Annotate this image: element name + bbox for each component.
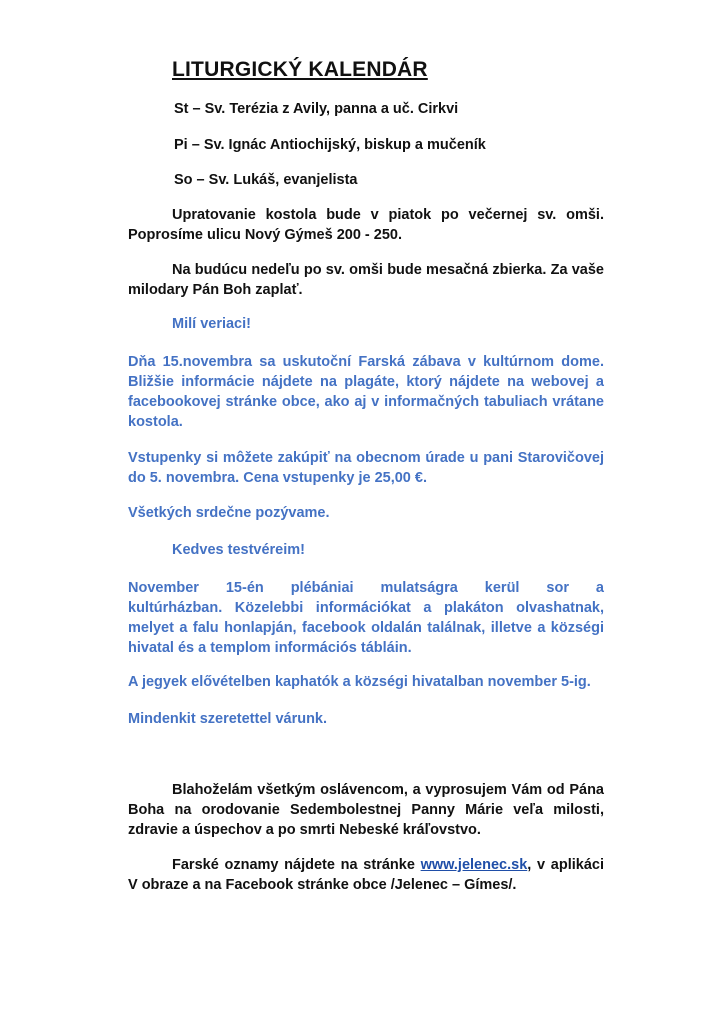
footer-notice: [128, 855, 604, 895]
sk-event-notice: Dňa 15.novembra sa uskutoční Farská zábava v kultúrnom dome. Bližšie informácie nájdete na plagáte, ktorý nájdete na webovej a facebookovej stránke obce, ako aj v informačných tabuliach vrátane kostola.: [128, 354, 604, 430]
hu-greeting: Kedves testvéreim!: [172, 542, 305, 558]
page-title: LITURGICKÝ KALENDÁR: [172, 58, 428, 81]
hu-invite: Mindenkit szeretettel várunk.: [128, 711, 328, 727]
birthday-wishes: Blahoželám všetkým oslávencom, a vyprosujem Vám od Pána Boha na orodovanie Sedembolestnej Panny Márie veľa milosti, zdravie a úspechov a po smrti Nebeské kráľovstvo.: [128, 782, 604, 838]
sk-invite: Všetkých srdečne pozývame.: [128, 505, 330, 521]
hu-tickets-notice: A jegyek elővételben kaphatók a községi hivatalban november 5-ig.: [128, 674, 591, 690]
footer-text-end: , v aplikáci V obraze a na Facebook stránke obce /Jelenec – Gímes/.: [128, 857, 604, 893]
hu-event-first-line: November 15-én plébániai mulatságra kerül sor a: [128, 580, 604, 596]
website-link[interactable]: www.jelenec.sk: [420, 857, 528, 873]
sk-greeting: Milí veriaci!: [172, 316, 251, 332]
collection-notice: Na budúcu nedeľu po sv. omši bude mesačná zbierka. Za vaše milodary Pán Boh zaplať.: [128, 262, 604, 298]
footer-text-start: Farské oznamy nájdete na stránke: [172, 857, 421, 873]
sk-tickets-notice: Vstupenky si môžete zakúpiť na obecnom úrade u pani Starovičovej do 5. novembra. Cena vstupenky je 25,00 €.: [128, 450, 604, 486]
calendar-wednesday: St – Sv. Terézia z Avily, panna a uč. Cirkvi: [174, 101, 459, 117]
calendar-friday: Pi – Sv. Ignác Antiochijský, biskup a mučeník: [174, 137, 486, 153]
cleaning-notice: Upratovanie kostola bude v piatok po večernej sv. omši. Poprosíme ulicu Nový Gýmeš 200 - 250.: [128, 207, 604, 243]
hu-event-notice: [128, 578, 604, 658]
hu-event-rest: kultúrházban. Közelebbi információkat a plakáton olvashatnak, melyet a falu honlapján, facebook oldalán találnak, illetve a községi hivatal és a templom információs tábláin.: [128, 600, 604, 656]
calendar-saturday: So – Sv. Lukáš, evanjelista: [174, 172, 358, 188]
